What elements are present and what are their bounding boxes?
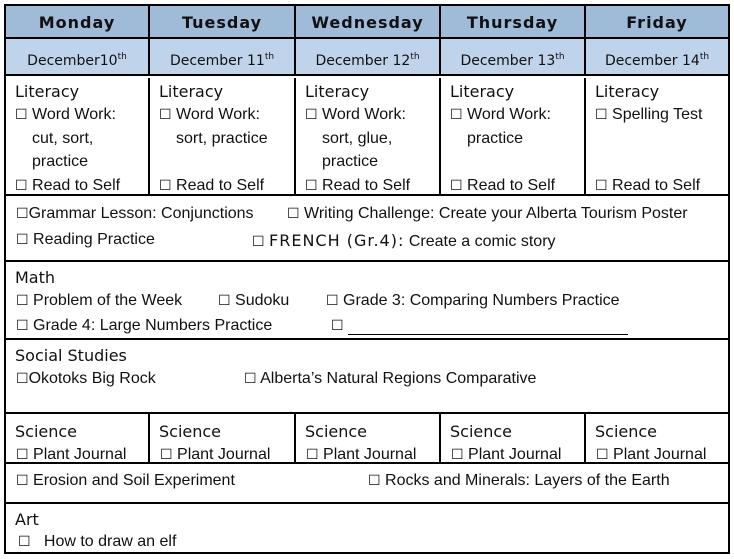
date-thursday: December 13th (441, 39, 586, 74)
checkbox-icon[interactable]: ☐ (368, 473, 381, 489)
social-studies-row (6, 340, 728, 414)
checkbox-icon[interactable]: ☐ (15, 178, 28, 194)
date-row (6, 39, 728, 76)
blank-task-item[interactable] (331, 317, 628, 335)
erosion-experiment-item[interactable]: ☐ Erosion and Soil Experiment (16, 472, 235, 489)
writing-challenge-item[interactable]: ☐ Writing Challenge: Create your Alberta Tourism Poster (287, 205, 688, 222)
checkbox-icon[interactable]: ☐ (160, 447, 173, 463)
science-heading: Science (305, 422, 368, 441)
draw-elf-item[interactable]: ☐ How to draw an elf (18, 533, 177, 550)
literacy-heading: Literacy (15, 82, 80, 101)
date-wednesday: December 12th (296, 39, 441, 74)
plant-journal-item[interactable]: ☐ Plant Journal (596, 446, 707, 463)
read-to-self-item[interactable]: ☐ Read to Self (595, 177, 701, 194)
word-work-item[interactable]: ☐ Word Work: (15, 106, 116, 123)
literacy-thursday (441, 78, 586, 194)
grammar-lesson-item[interactable]: ☐Grammar Lesson: Conjunctions (16, 205, 254, 222)
read-to-self-item[interactable]: ☐ Read to Self (305, 177, 411, 194)
word-work-detail: practice (32, 153, 89, 170)
rocks-minerals-item[interactable]: ☐ Rocks and Minerals: Layers of the Earth (368, 472, 670, 489)
sudoku-item[interactable]: ☐ Sudoku (218, 292, 290, 309)
literacy-heading: Literacy (595, 82, 660, 101)
day-thursday: Thursday (441, 6, 586, 37)
science-friday (586, 414, 728, 462)
natural-regions-item[interactable]: ☐ Alberta’s Natural Regions Comparative (244, 370, 537, 387)
spelling-test-item[interactable]: ☐ Spelling Test (595, 106, 703, 123)
checkbox-icon[interactable]: ☐ (18, 534, 31, 550)
plant-journal-item[interactable]: ☐ Plant Journal (160, 446, 271, 463)
day-tuesday: Tuesday (150, 6, 296, 37)
science-heading: Science (450, 422, 513, 441)
reading-practice-item[interactable]: ☐ Reading Practice (16, 231, 155, 248)
checkbox-icon[interactable]: ☐ (306, 447, 319, 463)
checkbox-icon[interactable]: ☐ (16, 232, 29, 248)
checkbox-icon[interactable]: ☐ (159, 107, 172, 123)
checkbox-icon[interactable]: ☐ (159, 178, 172, 194)
grade3-item[interactable]: ☐ Grade 3: Comparing Numbers Practice (326, 292, 620, 309)
literacy-heading: Literacy (305, 82, 370, 101)
checkbox-icon[interactable]: ☐ (16, 371, 29, 387)
word-work-detail: sort, glue, (322, 130, 393, 147)
grade4-item[interactable]: ☐ Grade 4: Large Numbers Practice (16, 317, 273, 334)
day-wednesday: Wednesday (296, 6, 441, 37)
plant-journal-item[interactable]: ☐ Plant Journal (451, 446, 562, 463)
read-to-self-item[interactable]: ☐ Read to Self (159, 177, 265, 194)
checkbox-icon[interactable]: ☐ (16, 318, 29, 334)
okotoks-item[interactable]: ☐Okotoks Big Rock (16, 370, 156, 387)
date-monday: December10th (6, 39, 150, 74)
science-heading: Science (159, 422, 222, 441)
date-friday: December 14th (604, 52, 710, 69)
word-work-detail: practice (322, 153, 379, 170)
checkbox-icon[interactable]: ☐ (305, 107, 318, 123)
checkbox-icon[interactable]: ☐ (16, 473, 29, 489)
social-studies-heading: Social Studies (15, 346, 127, 365)
checkbox-icon[interactable]: ☐ (331, 318, 344, 334)
checkbox-icon[interactable]: ☐ (451, 447, 464, 463)
math-row (6, 262, 728, 340)
word-work-item[interactable]: ☐ Word Work: (159, 106, 260, 123)
science-wednesday (296, 414, 441, 462)
word-work-detail: sort, practice (176, 130, 268, 147)
checkbox-icon[interactable]: ☐ (16, 447, 29, 463)
checkbox-icon[interactable]: ☐ (16, 206, 29, 222)
french-item[interactable]: ☐ FRENCH (Gr.4): Create a comic story (252, 231, 556, 250)
checkbox-icon[interactable]: ☐ (596, 447, 609, 463)
checkbox-icon[interactable]: ☐ (305, 178, 318, 194)
checkbox-icon[interactable]: ☐ (16, 293, 29, 309)
literacy-row (6, 78, 728, 196)
checkbox-icon[interactable]: ☐ (252, 234, 265, 250)
date-tuesday: December 11th (150, 39, 296, 74)
literacy-extras-row (6, 196, 728, 262)
science-tuesday (150, 414, 296, 462)
problem-of-week-item[interactable]: ☐ Problem of the Week (16, 292, 183, 309)
science-heading: Science (595, 422, 658, 441)
word-work-detail: practice (467, 130, 524, 147)
plant-journal-item[interactable]: ☐ Plant Journal (16, 446, 127, 463)
science-thursday (441, 414, 586, 462)
plant-journal-item[interactable]: ☐ Plant Journal (306, 446, 417, 463)
science-heading: Science (15, 422, 78, 441)
word-work-item[interactable]: ☐ Word Work: (450, 106, 551, 123)
science-monday (6, 414, 150, 462)
read-to-self-item[interactable]: ☐ Read to Self (15, 177, 121, 194)
blank-line[interactable] (348, 320, 628, 335)
art-heading: Art (15, 510, 39, 529)
science-extras-row (6, 464, 728, 504)
science-row (6, 414, 728, 464)
checkbox-icon[interactable]: ☐ (244, 371, 257, 387)
checkbox-icon[interactable]: ☐ (218, 293, 231, 309)
checkbox-icon[interactable]: ☐ (595, 178, 608, 194)
checkbox-icon[interactable]: ☐ (15, 107, 28, 123)
literacy-friday (586, 78, 728, 194)
day-monday: Monday (6, 6, 150, 37)
checkbox-icon[interactable]: ☐ (287, 206, 300, 222)
read-to-self-item[interactable]: ☐ Read to Self (450, 177, 556, 194)
checkbox-icon[interactable]: ☐ (595, 107, 608, 123)
math-heading: Math (15, 268, 56, 287)
literacy-wednesday (296, 78, 441, 194)
day-friday: Friday (626, 13, 688, 32)
checkbox-icon[interactable]: ☐ (326, 293, 339, 309)
literacy-monday (6, 78, 150, 194)
art-row (6, 504, 728, 552)
literacy-heading: Literacy (159, 82, 224, 101)
literacy-tuesday (150, 78, 296, 194)
weekly-schedule (4, 4, 730, 554)
word-work-detail: cut, sort, (32, 130, 94, 147)
literacy-heading: Literacy (450, 82, 515, 101)
day-header-row (6, 6, 728, 39)
checkbox-icon[interactable]: ☐ (450, 107, 463, 123)
checkbox-icon[interactable]: ☐ (450, 178, 463, 194)
word-work-item[interactable]: ☐ Word Work: (305, 106, 406, 123)
